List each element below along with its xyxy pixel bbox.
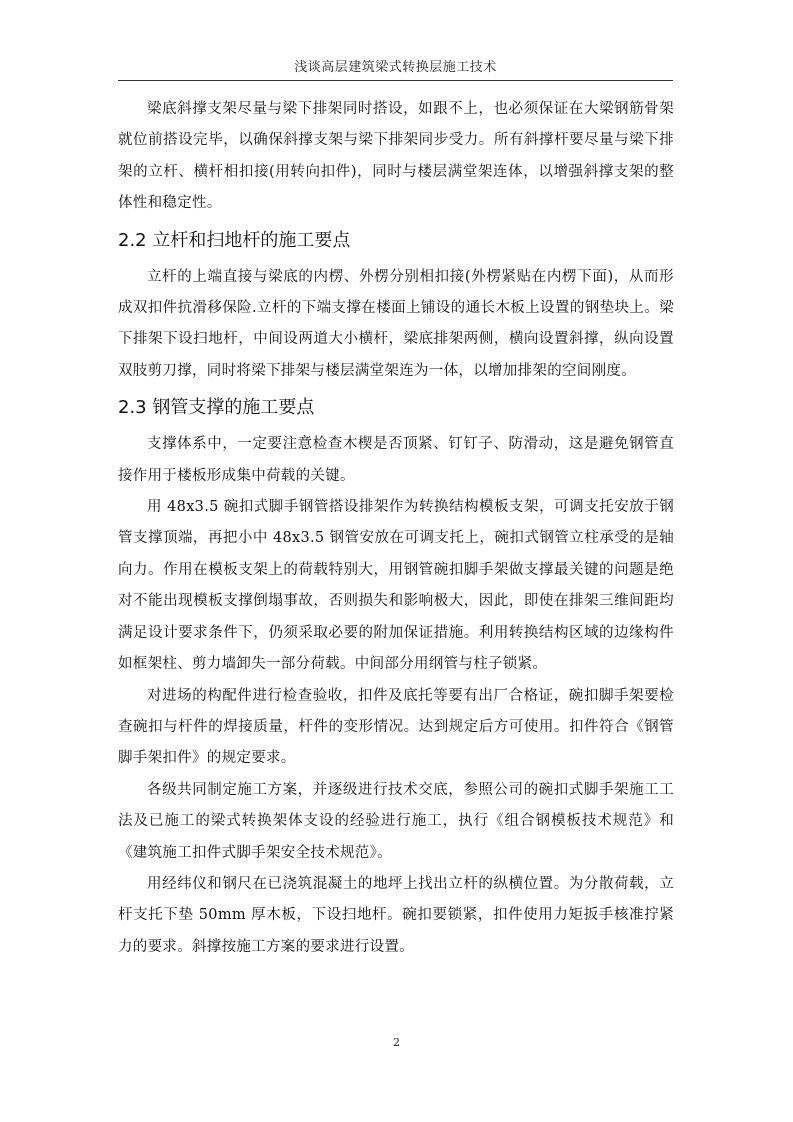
page-number: 2 bbox=[393, 1036, 400, 1049]
section-heading-2-2: 2.2 立杆和扫地杆的施工要点 bbox=[118, 229, 351, 251]
body-paragraph: 用 48x3.5 碗扣式脚手钢管搭设排架作为转换结构模板支架，可调支托安放于钢管支撑顶端，再把小中 48x3.5 钢管安放在可调支托上，碗扣式钢管立柱承受的是轴向力。作用在模板支架上的荷载特别大，用钢管碗扣脚手架做支撑最关键的问题是绝对不能出现模板支撑倒塌事故，否则损失和影响极大，因此，即使在排架三维间距均满足设计要求条件下，仍须采取必要的附加保证措施。利用转换结构区域的边缘构件如框架柱、剪力墙卸失一部分荷载。中间部分用纲管与柱子锁紧。 bbox=[118, 499, 674, 673]
page-content bbox=[118, 94, 674, 963]
body-paragraph: 用经纬仪和钢尺在已浇筑混凝土的地坪上找出立杆的纵横位置。为分散荷载，立杆支托下垫 50mm 厚木板，下设扫地杆。碗扣要锁紧，扣件使用力矩扳手核准拧紧力的要求。斜撑按施工方案的要求进行设置。 bbox=[118, 875, 674, 955]
body-paragraph: 梁底斜撑支架尽量与梁下排架同时搭设，如跟不上，也必须保证在大梁钢筋骨架就位前搭设完毕，以确保斜撑支架与梁下排架同步受力。所有斜撑杆要尽量与梁下排架的立杆、横杆相扣接(用转向扣件)，同时与楼层满堂架连体，以增强斜撑支架的整体性和稳定性。 bbox=[118, 101, 674, 212]
header-divider bbox=[118, 80, 673, 81]
running-header-title: 浅谈高层建筑梁式转换层施工技术 bbox=[294, 60, 497, 75]
body-paragraph: 各级共同制定施工方案，并逐级进行技术交底，参照公司的碗扣式脚手架施工工法及已施工的梁式转换架体支设的经验进行施工，执行《组合钢模板技术规范》和《建筑施工扣件式脚手架安全技术规范》。 bbox=[118, 781, 674, 861]
body-paragraph: 对进场的构配件进行检查验收，扣件及底托等要有出厂合格证，碗扣脚手架要检查碗扣与杆件的焊接质量，杆件的变形情况。达到规定后方可使用。扣件符合《钢管脚手架扣件》的规定要求。 bbox=[118, 687, 674, 767]
body-paragraph: 支撑体系中，一定要注意检查木楔是否顶紧、钉钉子、防滑动，这是避免钢管直接作用于楼板形成集中荷载的关键。 bbox=[118, 436, 674, 484]
section-heading-2-3: 2.3 钢管支撑的施工要点 bbox=[118, 397, 315, 419]
body-paragraph: 立杆的上端直接与梁底的内楞、外楞分别相扣接(外楞紧贴在内楞下面)，从而形成双扣件抗滑移保险.立杆的下端支撑在楼面上铺设的通长木板上设置的钢垫块上。梁下排架下设扫地杆，中间设两道大小横杆，梁底排架两侧，横向设置斜撑，纵向设置双肢剪刀撑，同时将梁下排架与楼层满堂架连为一体，以增加排架的空间刚度。 bbox=[118, 268, 674, 379]
